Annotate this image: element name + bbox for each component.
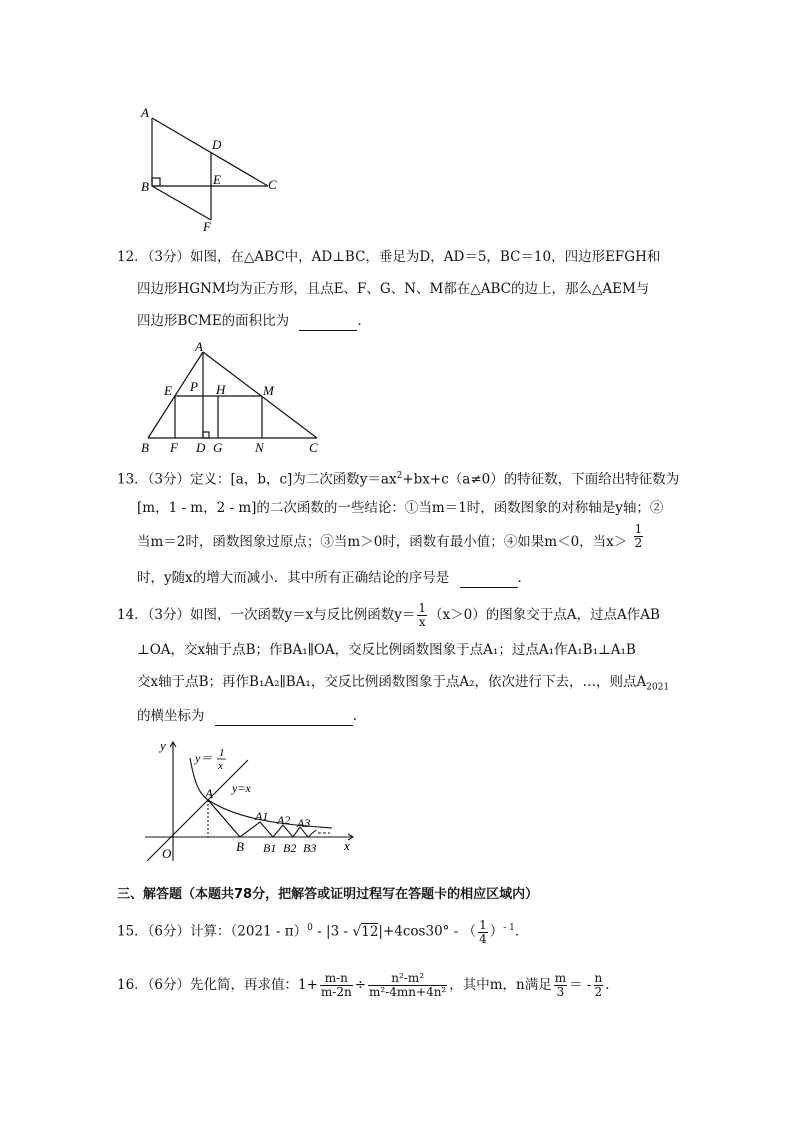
label-o: O bbox=[162, 846, 172, 861]
q13-line-1b: +bx+c（a≠0）的特征数，下面给出特征数为 bbox=[402, 471, 680, 488]
label-line-eq: y=x bbox=[232, 781, 251, 795]
q15-radicand: 12 bbox=[361, 923, 379, 940]
q12-line-2: 四边形HGNM均为正方形，且点E、F、G、N、M都在△ABC的边上，那么△AEM与 bbox=[137, 281, 650, 297]
label-y-axis: y bbox=[160, 738, 166, 753]
label-curve-den: x bbox=[218, 760, 223, 772]
q13-line-4-text: 时，y随x的增大而减小．其中所有正确结论的序号是 bbox=[137, 570, 450, 586]
q16-part-a: 16．（6分）先化简，再求值：1+ bbox=[117, 977, 318, 993]
label-a1: A1 bbox=[255, 809, 269, 823]
q12-line-3-text: 四边形BCME的面积比为 bbox=[137, 313, 290, 329]
q16-end: ． bbox=[605, 977, 619, 993]
q14-fraction bbox=[417, 602, 427, 629]
q13-line-1 bbox=[117, 466, 679, 490]
q13-line-1a: 13．（3分）定义：[a，b，c]为二次函数y＝ax bbox=[117, 471, 397, 488]
q16-f4-den: 2 bbox=[594, 985, 603, 999]
q16-divide: ÷ bbox=[354, 977, 367, 993]
q14-answer-blank[interactable] bbox=[215, 711, 353, 726]
q15-fraction bbox=[478, 919, 488, 946]
figure-12 bbox=[135, 338, 335, 458]
q14-line-1 bbox=[117, 602, 660, 629]
right-angle-mark bbox=[152, 178, 160, 186]
q16-f4-num: n bbox=[594, 971, 603, 985]
segment-ac bbox=[152, 118, 268, 186]
label-a2: A2 bbox=[277, 813, 291, 827]
q15-part-c: |+4cos30° - （ bbox=[378, 923, 477, 940]
q15-part-a: 15．（6分）计算：（2021 - π） bbox=[117, 923, 308, 940]
label-d: D bbox=[212, 137, 222, 152]
q14-sub-2021: 2021 bbox=[646, 682, 670, 693]
label-b3: B3 bbox=[303, 841, 317, 855]
q16-fraction-3 bbox=[554, 972, 567, 999]
label-c: C bbox=[309, 440, 318, 455]
q16-equals: ＝ - bbox=[569, 977, 592, 993]
label-b1: B1 bbox=[263, 841, 277, 855]
q14-line-3 bbox=[137, 672, 669, 698]
figure-14 bbox=[140, 736, 360, 866]
label-p: P bbox=[190, 379, 198, 394]
label-a: A bbox=[195, 339, 203, 354]
q16-f1-den: m-2n bbox=[320, 985, 352, 999]
label-g: G bbox=[213, 440, 223, 455]
label-n: N bbox=[255, 440, 264, 455]
q16-f2-num: n²-m² bbox=[368, 972, 447, 986]
q13-line-3a: 当m＝2时，函数图象过原点；③当m＞0时，函数有最小值；④如果m＜0，当x＞ bbox=[137, 534, 628, 550]
q12-answer-blank[interactable] bbox=[299, 316, 357, 331]
label-f: F bbox=[203, 219, 211, 234]
q16-line bbox=[117, 972, 619, 999]
label-a: A bbox=[141, 105, 149, 120]
label-curve-num: 1 bbox=[219, 747, 225, 759]
label-d: D bbox=[196, 440, 206, 455]
q15-frac-num: 1 bbox=[479, 917, 487, 932]
q15-sup-minus1: - 1 bbox=[503, 923, 515, 933]
q14-line-4-text: 的横坐标为 bbox=[137, 708, 205, 724]
q14-end: ． bbox=[352, 708, 367, 724]
q12-end: ． bbox=[357, 313, 371, 329]
q14-frac-num: 1 bbox=[418, 601, 427, 615]
q16-f3-num: m bbox=[554, 971, 567, 985]
q16-f3-den: 3 bbox=[556, 985, 565, 999]
q14-line-3a: 交x轴于点B；再作B₁A₂∥BA₁，交反比例函数图象于点A₂，依次进行下去，…，则点A bbox=[137, 674, 647, 690]
label-b: B bbox=[141, 440, 149, 455]
section-3-title: 三、解答题（本题共78分，把解答或证明过程写在答题卡的相应区域内） bbox=[117, 887, 539, 902]
label-m: M bbox=[263, 383, 274, 398]
q15-line bbox=[117, 918, 528, 946]
q15-end: ． bbox=[514, 923, 529, 940]
q16-fraction-4 bbox=[594, 972, 604, 999]
q13-answer-blank[interactable] bbox=[460, 573, 518, 588]
q14-line-1b: （x＞0）的图象交于点A，过点A作AB bbox=[429, 607, 660, 623]
q13-sup-2: 2 bbox=[396, 471, 403, 481]
q15-frac-den: 4 bbox=[479, 931, 487, 946]
q12-line-1: 12．（3分）如图，在△ABC中，AD⊥BC，垂足为D，AD＝5，BC＝10，四边形EFGH和 bbox=[117, 249, 661, 265]
q14-line-1a: 14．（3分）如图，一次函数y＝x与反比例函数y＝ bbox=[117, 607, 416, 623]
label-curve-eq: y＝ bbox=[195, 751, 213, 765]
label-f: F bbox=[170, 440, 178, 455]
q13-line-2: [m，1 - m，2 - m]的二次函数的一些结论：①当m＝1时，函数图象的对称轴是y轴；② bbox=[137, 500, 664, 516]
q16-f1-num: m-n bbox=[320, 972, 353, 986]
q13-frac-den: 2 bbox=[634, 536, 643, 550]
label-x-axis: x bbox=[344, 838, 350, 853]
q16-f2-den: m²-4mn+4n² bbox=[369, 985, 447, 999]
label-b2: B2 bbox=[283, 841, 297, 855]
label-b: B bbox=[236, 839, 244, 854]
q13-fraction-half bbox=[634, 523, 644, 550]
q15-sqrt: √12 bbox=[352, 923, 379, 940]
q14-frac-den: x bbox=[418, 615, 426, 629]
q14-line-2: ⊥OA，交x轴于点B；作BA₁∥OA，交反比例函数图象于点A₁；过点A₁作A₁B₁⊥A₁B bbox=[137, 642, 636, 658]
q13-end: ． bbox=[517, 570, 532, 586]
segment-bf bbox=[152, 186, 211, 220]
q15-part-d: ） bbox=[489, 923, 504, 940]
figure-11 bbox=[135, 100, 295, 235]
label-c: C bbox=[268, 177, 277, 192]
q14-line-4 bbox=[137, 706, 366, 726]
q16-fraction-2 bbox=[368, 972, 447, 999]
label-e: E bbox=[213, 172, 221, 187]
q12-line-3 bbox=[137, 311, 371, 331]
right-angle-mark bbox=[203, 432, 209, 438]
label-h: H bbox=[216, 382, 226, 397]
q16-part-b: ，其中m，n满足 bbox=[449, 977, 552, 993]
q13-line-3 bbox=[137, 522, 645, 552]
q15-sup-0: 0 bbox=[307, 923, 313, 933]
label-a3: A3 bbox=[297, 816, 311, 830]
label-b: B bbox=[141, 179, 149, 194]
q15-part-b: - |3 - bbox=[312, 923, 353, 940]
q13-line-4 bbox=[137, 568, 531, 588]
label-e: E bbox=[164, 383, 172, 398]
q13-frac-num: 1 bbox=[634, 522, 643, 536]
q16-fraction-1 bbox=[320, 972, 353, 999]
label-a: A bbox=[205, 786, 213, 801]
